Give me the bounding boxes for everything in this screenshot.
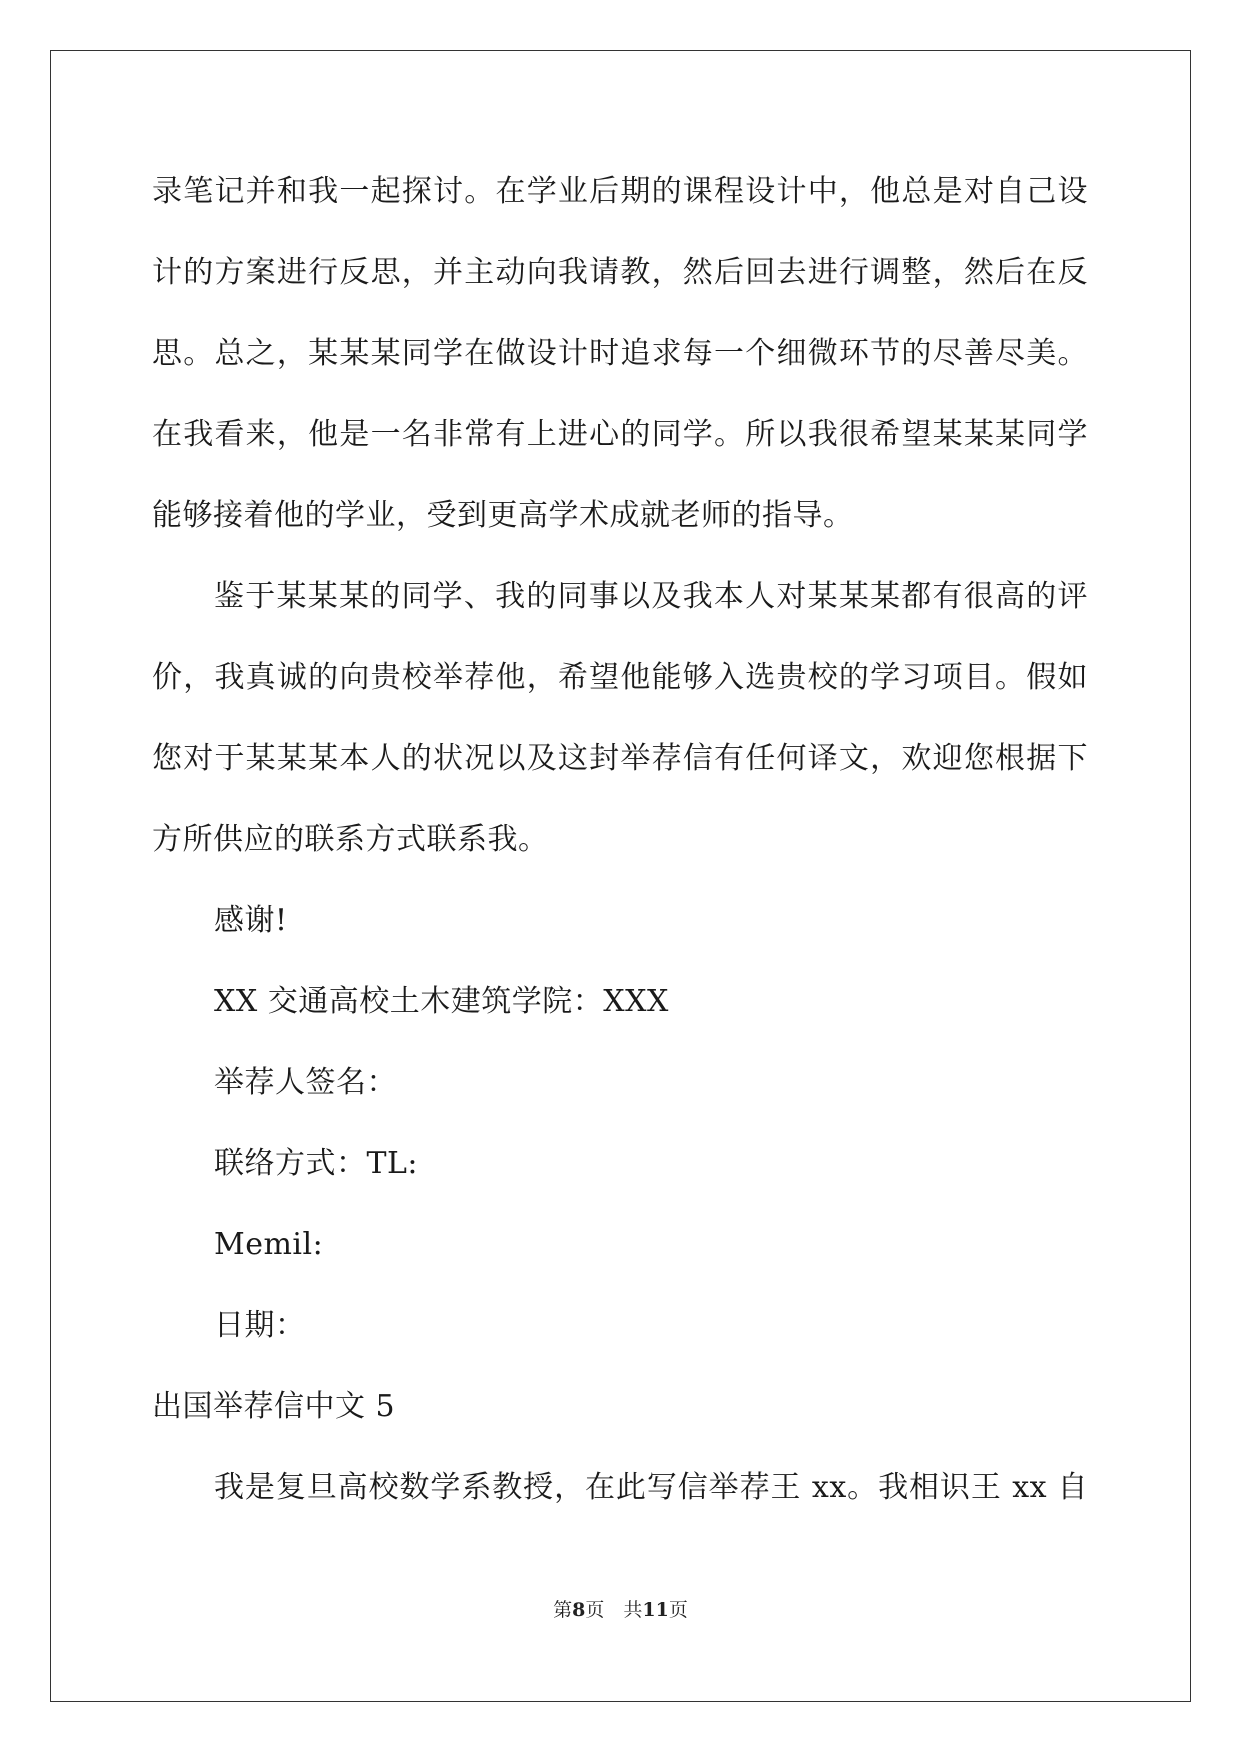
section-heading: 出国举荐信中文 5	[152, 1389, 396, 1424]
body-line: 方所供应的联系方式联系我。	[152, 822, 549, 857]
sender-institution: XX 交通高校土木建筑学院：XXX	[214, 984, 669, 1019]
body-line: 我是复旦高校数学系教授，在此写信举荐王 xx。我相识王 xx 自	[214, 1470, 1088, 1505]
body-line: 录笔记并和我一起探讨。在学业后期的课程设计中，他总是对自己设	[152, 174, 1088, 209]
body-line: 鉴于某某某的同学、我的同事以及我本人对某某某都有很高的评	[214, 579, 1088, 614]
footer-suffix: 页	[668, 1599, 688, 1621]
body-line: 思。总之，某某某同学在做设计时追求每一个细微环节的尽善尽美。	[152, 336, 1088, 371]
footer-page-number: 8	[572, 1599, 586, 1621]
footer-middle: 页 共	[585, 1599, 643, 1621]
email-label: Memil:	[214, 1227, 324, 1262]
page-frame	[50, 50, 1191, 1702]
body-line: 您对于某某某本人的状况以及这封举荐信有任何译文，欢迎您根据下	[152, 741, 1088, 776]
closing-thanks: 感谢!	[214, 903, 288, 938]
date-label: 日期：	[214, 1308, 306, 1343]
signature-label: 举荐人签名：	[214, 1065, 397, 1100]
body-line: 能够接着他的学业，受到更高学术成就老师的指导。	[152, 498, 854, 533]
body-line: 计的方案进行反思，并主动向我请教，然后回去进行调整，然后在反	[152, 255, 1088, 290]
footer-prefix: 第	[553, 1599, 573, 1621]
body-line: 在我看来，他是一名非常有上进心的同学。所以我很希望某某某同学	[152, 417, 1088, 452]
body-line: 价，我真诚的向贵校举荐他，希望他能够入选贵校的学习项目。假如	[152, 660, 1088, 695]
contact-label: 联络方式：TL:	[214, 1146, 419, 1181]
page-footer	[0, 1598, 1241, 1622]
footer-total-pages: 11	[642, 1599, 669, 1621]
